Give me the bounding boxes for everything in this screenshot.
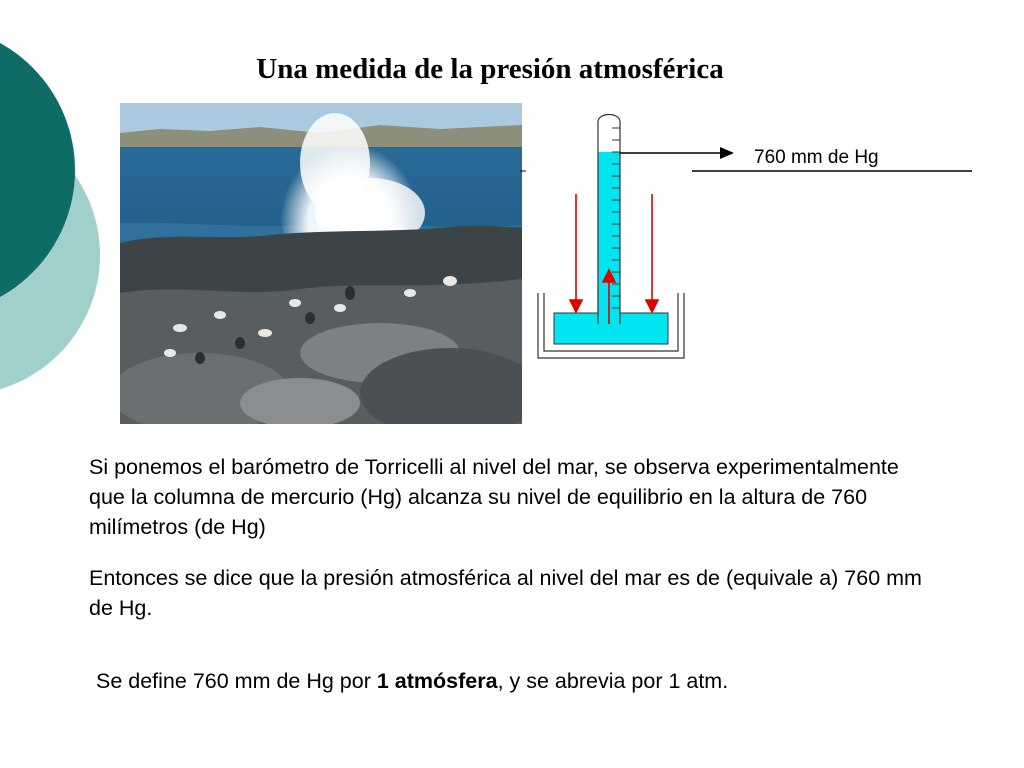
definition-prefix: Se define 760 mm de Hg por <box>96 669 377 693</box>
sea-waves-photo <box>120 103 522 424</box>
slide-title: Una medida de la presión atmosférica <box>256 53 724 86</box>
definition-line <box>96 666 728 696</box>
torricelli-barometer-diagram <box>520 108 980 368</box>
definition-suffix: , y se abrevia por 1 atm. <box>497 669 729 693</box>
height-label: 760 mm de Hg <box>754 147 879 168</box>
definition-bold: 1 atmósfera <box>376 669 498 693</box>
paragraph-equivalence: Entonces se dice que la presión atmosférica al nivel del mar es de (equivale a) 760 mm de Hg. <box>89 566 922 620</box>
paragraph-torricelli: Si ponemos el barómetro de Torricelli al nivel del mar, se observa experimentalmente que la columna de mercurio (Hg) alcanza su nivel de equilibrio en la altura de 760 milímetros (de Hg) <box>89 455 899 539</box>
